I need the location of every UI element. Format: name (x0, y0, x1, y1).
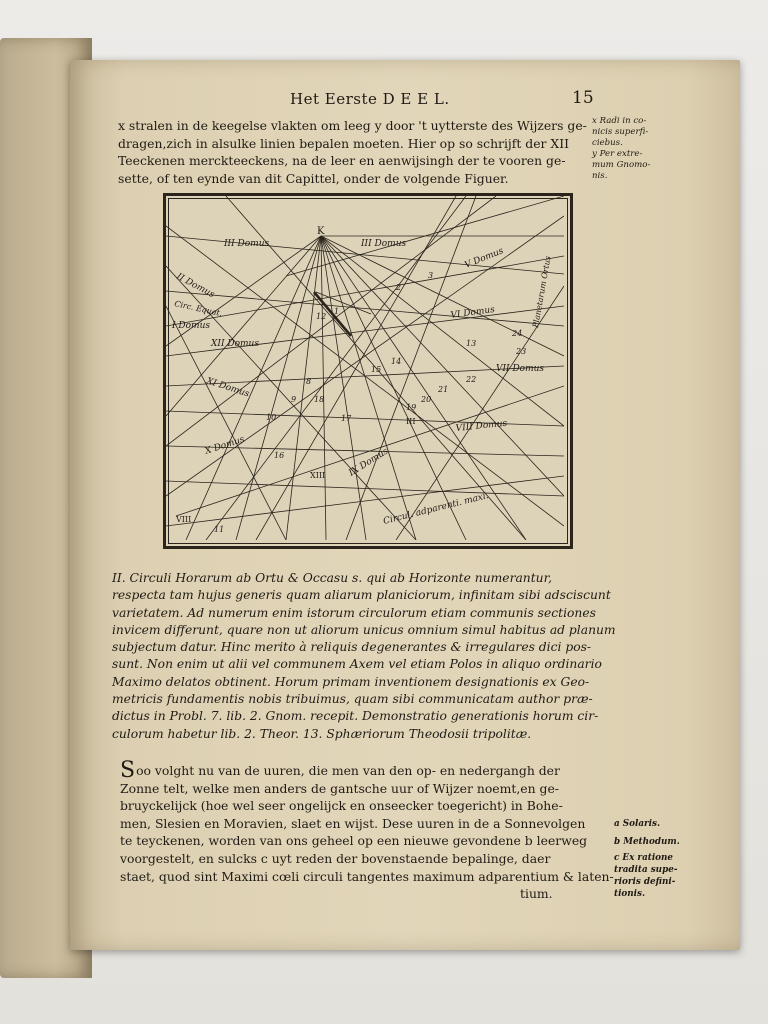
figure-label: VIII Domus (455, 418, 508, 434)
text-line: culorum habetur lib. 2. Theor. 13. Sphæriorum Theodosii tripolitæ. (112, 726, 532, 741)
figure-number: 10 (266, 413, 277, 422)
figure-label: VII Domus (496, 364, 545, 374)
figure-number: 2 (396, 283, 402, 292)
text-line: staet, quod sint Maximi cœli circuli tangentes maximum adparentium & laten- (120, 868, 614, 884)
text-line: tium. (520, 886, 553, 902)
text-line: x stralen in de keegelse vlakten om leeg y door 't uytterste des Wijzers ge- (118, 118, 587, 133)
margin-notes-bottom (614, 818, 704, 900)
figure-label: Planetarum Ortus (531, 255, 553, 329)
text-line: respecta tam hujus generis quam aliarum planiciorum, infinitam sibi adsciscunt (112, 588, 611, 603)
margin-note: y Per extre- (592, 149, 643, 159)
figure-label: I Domus (172, 321, 210, 331)
text-line: men, Slesien en Moravien, slaet en wijst. Dese uuren in de a Sonnevolgen (120, 815, 586, 831)
figure-label: III Domus (361, 239, 407, 249)
figure-label: Circul. adparenti. maxi. (382, 491, 490, 527)
text-line: varietatem. Ad numerum enim istorum circulorum etiam communis sectiones (112, 605, 596, 620)
margin-note: mum Gnomo- (592, 160, 651, 170)
margin-note: rioris defini- (614, 877, 676, 887)
figure-number: 18 (314, 395, 325, 404)
running-head: Het Eerste D E E L. (290, 90, 450, 108)
figure-number: 15 (371, 365, 382, 374)
text-line: Zonne telt, welke men anders de gantsche uur of Wijzer noemt,en ge- (120, 780, 559, 796)
margin-note: nicis superfi- (592, 127, 649, 137)
figure-number: 19 (406, 403, 417, 412)
figure-roman: XIII (310, 471, 326, 480)
text-line: te teyckenen, worden van ons geheel op een nieuwe gevondene b leerweg (120, 833, 588, 849)
margin-note: nis. (592, 171, 608, 181)
sundial-figure (163, 193, 573, 549)
margin-note: x Radi in co- (592, 116, 647, 126)
figure-number: 20 (421, 395, 432, 404)
figure-label: III Domus (224, 239, 270, 249)
text-line: invicem differunt, quare non ut aliorum unicus omnium simul habitus ad planum (112, 622, 616, 637)
figure-roman: VIII (176, 515, 192, 524)
figure-number: 11 (214, 525, 225, 534)
dutch-paragraph (120, 758, 614, 903)
figure-label-k: K (317, 226, 325, 237)
text-line: voorgestelt, en sulcks c uyt reden der bovenstaende bepalinge, daer (120, 850, 551, 866)
margin-note: ciebus. (592, 138, 623, 148)
text-line: Teeckenen merckteeckens, na de leer en aenwijsingh der te vooren ge- (118, 153, 566, 168)
text-line: Maximo delatos obtinent. Horum primam inventionem designationis ex Geo- (112, 674, 590, 689)
figure-roman: III (406, 417, 416, 426)
text-line: bruyckelijck (hoe wel seer ongelijck en onseecker toegericht) in Bohe- (120, 798, 563, 814)
figure-label: VI Domus (450, 304, 496, 321)
text-line: subjectum datur. Hinc merito à reliquis degenerantes & irregulares dici pos- (112, 640, 592, 655)
figure-number: 21 (438, 385, 449, 394)
margin-note: b Methodum. (614, 837, 680, 847)
text-line: oo volght nu van de uuren, die men van den op- en nedergangh der (136, 763, 560, 778)
figure-number: 23 (516, 347, 527, 356)
figure-number: 13 (466, 339, 477, 348)
latin-paragraph (112, 570, 616, 743)
text-line: sette, of ten eynde van dit Capittel, onder de volgende Figuer. (118, 170, 509, 186)
figure-label: II Domus (174, 271, 216, 301)
top-paragraph (118, 117, 590, 187)
figure-label: XI Domus (205, 376, 251, 400)
figure-label: Circ. Equat. (173, 299, 224, 319)
figure-number: 16 (274, 451, 285, 460)
figure-label: V Domus (463, 246, 506, 271)
figure-number: 8 (306, 377, 312, 386)
figure-number: 1 (334, 307, 340, 316)
margin-note: tradita supe- (614, 865, 678, 875)
figure-number: 3 (428, 271, 434, 280)
text-line: dictus in Probl. 7. lib. 2. Gnom. recepit. Demonstratio generationis horum cir- (112, 709, 599, 724)
figure-number: 24 (512, 329, 523, 338)
figure-number: 17 (341, 414, 352, 423)
text-line: II. Circuli Horarum ab Ortu & Occasu s. qui ab Horizonte numerantur, (112, 571, 553, 585)
figure-number: 9 (291, 395, 297, 404)
diagram-labels (171, 226, 553, 534)
margin-note: c Ex ratione (614, 853, 674, 863)
sundial-diagram (166, 196, 564, 540)
text-line: dragen,zich in alsulke linien bepalen moeten. Hier op so schrijft der XII (118, 135, 570, 151)
page-number: 15 (572, 88, 594, 108)
figure-label: IX Domus (347, 446, 391, 479)
text-line: metricis fundamentis nobis tribuimus, quam sibi communicatam author præ- (112, 692, 593, 707)
figure-label: XII Domus (211, 339, 259, 349)
figure-number: 12 (316, 312, 327, 321)
margin-note: tionis. (614, 889, 646, 899)
drop-cap: S (120, 758, 136, 783)
margin-notes-top (592, 116, 667, 182)
figure-number: 14 (391, 357, 402, 366)
figure-number: 22 (466, 375, 477, 384)
figure-label: X Domus (203, 434, 246, 457)
text-line: sunt. Non enim ut alii vel communem Axem vel etiam Polos in aliquo ordinario (112, 657, 602, 672)
margin-note: a Solaris. (614, 819, 661, 829)
